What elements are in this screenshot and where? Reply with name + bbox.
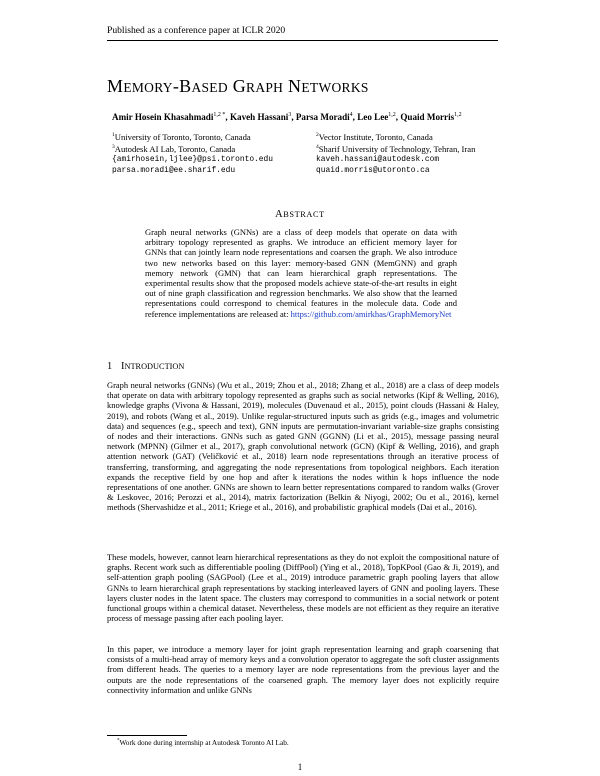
abstract-heading: ABSTRACT xyxy=(275,209,325,220)
email: parsa.moradi@ee.sharif.edu xyxy=(112,165,236,175)
paragraph: In this paper, we introduce a memory layer for joint graph representation learning and graph coarsening that consists of a multi-head array of memory keys and a convolution operator to aggregate the soft cluster assignments from different heads. The queries to a memory layer are node representations from the previous layer and the outputs are the node representations of the coarsened graph. The memory layer does not explicitly require connectivity information and unlike GNNs xyxy=(107,644,499,695)
paragraph: These models, however, cannot learn hierarchical representations as they do not exploit the compositional nature of graphs. Recent work such as differentiable pooling (DiffPool) (Ying et al., 2018), TopKPool (Gao & Ji, 2019), and self-attention graph pooling (SAGPool) (Lee et al., 2019) introduce parametric graph pooling layers that allow GNNs to learn hierarchical graph representations by stacking interleaved layers of GNN and pooling layers. These layers cluster nodes in the latent space. The clusters may correspond to communities in a social network or potent functional groups within a chemical dataset. Nevertheless, these models are not efficient as they require an iterative process of message passing after each pooling layer. xyxy=(107,552,499,624)
affiliations-left: $^1$University of Toronto, Toronto, Canada $^3$Autodesk AI Lab, Toronto, Canada {amirhosein,ljlee}@psi.toronto.edu parsa.moradi@ee.sharif.edu xyxy=(112,131,273,175)
paper-title: MEMORY-BASED GRAPH NETWORKS xyxy=(107,76,369,96)
page-number: 1 xyxy=(297,762,303,772)
email: kaveh.hassani@autodesk.com xyxy=(316,154,440,164)
author: Amir Hosein Khasahmadi$^{1,2 *}$, xyxy=(112,112,230,123)
author: Kaveh Hassani$^3$, xyxy=(229,112,296,123)
running-header: Published as a conference paper at ICLR 2020 xyxy=(107,25,498,41)
paragraph: Graph neural networks (GNNs) (Wu et al., 2019; Zhou et al., 2018; Zhang et al., 2018) are a class of deep models that operate on data with arbitrary topology represented as graphs such as social networks (Kipf & Welling, 2016), knowledge graphs (Vivona & Hassani, 2019), molecules (Duvenaud et al., 2015), point clouds (Hassani & Haley, 2019), and robots (Wang et al., 2019). Unlike regular-structured inputs such as grids (e.g., images and volumetric data) and sequences (e.g., speech and text), GNN inputs are permutation-invariant variable-size graphs consisting of nodes and their interactions. GNNs such as gated GNN (GGNN) (Li et al., 2015), message passing neural network (MPNN) (Gilmer et al., 2017), graph convolutional network (GCN) (Kipf & Welling, 2016), and graph attention network (GAT) (Veličković et al., 2018) learn node representations through an iterative process of transferring, transforming, and aggregating the node representations from topological neighbors. Each iteration expands the receptive field by one hop and after k iterations the nodes within k hops influence the node representations of one another. GNNs are shown to learn better representations compared to random walks (Grover & Leskovec, 2016; Perozzi et al., 2014), matrix factorization (Belkin & Niyogi, 2002; Ou et al., 2016), kernel methods (Shervashidze et al., 2011; Kriege et al., 2016), and probabilistic graphical models (Dai et al., 2016). xyxy=(107,380,499,513)
footnote: *Work done during internship at Autodesk Toronto AI Lab. xyxy=(117,738,289,747)
code-link[interactable]: https://github.com/amirkhas/GraphMemoryNet xyxy=(290,308,452,319)
abstract-text: Graph neural networks (GNNs) are a class of deep models that operate on data with arbitrary topology represented as graphs. We introduce an efficient memory layer for GNNs that can jointly learn node representations and coarsen the graph. We also introduce two new networks based on this layer: memory-based GNN (MemGNN) and graph memory network (GMN) that can learn hierarchical graph representations. The experimental results show that the proposed models achieve state-of-the-art results in eight out of nine graph classification and regression benchmarks. We also show that the learned representations could correspond to chemical features in the molecule data. Code and reference implementations are released at: https://github.com/amirkhas/GraphMemoryNet xyxy=(145,227,457,319)
author: Quaid Morris$^{1,2}$ xyxy=(400,112,462,123)
email: quaid.morris@utoronto.ca xyxy=(316,165,430,175)
section-heading: 1 INTRODUCTION xyxy=(107,361,185,372)
affiliations-right: $^2$Vector Institute, Toronto, Canada $^4$Sharif University of Technology, Tehran, Iran kaveh.hassani@autodesk.com quaid.morris@utoronto.ca xyxy=(316,131,476,175)
author-list xyxy=(112,112,462,122)
footnote-rule xyxy=(107,735,187,736)
author: Leo Lee$^{1,2}$, xyxy=(357,112,401,123)
author: Parsa Moradi$^4$, xyxy=(295,112,358,123)
email: {amirhosein,ljlee}@psi.toronto.edu xyxy=(112,154,273,164)
